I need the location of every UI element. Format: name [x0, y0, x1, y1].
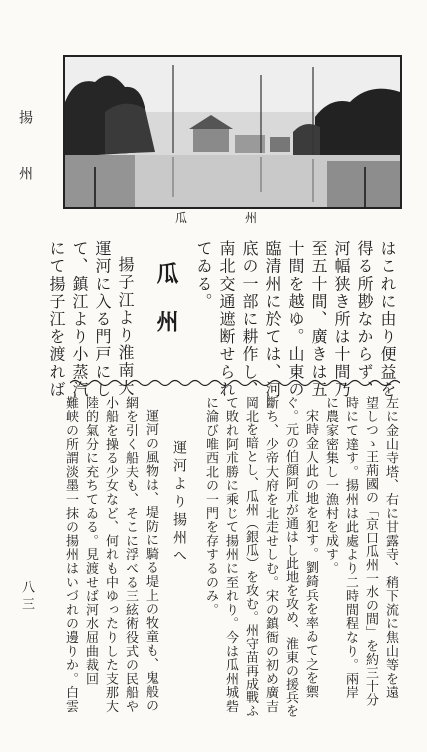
lower-section-column-3: 小船を操る少女など、何れも中ゆったりした支那大	[103, 396, 118, 714]
page-number: 八三	[19, 580, 34, 614]
wavy-divider	[70, 375, 400, 389]
lower-column-1: 左に金山寺塔、右に甘露寺、稍下流に焦山等を遠	[383, 396, 398, 700]
upper-column-3: 河幅狭き所は十間乃	[332, 240, 351, 399]
upper-column-4: 至五十間、廣きは五	[309, 240, 328, 399]
upper-section-column-4: にて揚子江を渡れば	[47, 240, 66, 399]
lower-column-2: 望しつゝ王荊國の「京口瓜州一水の間」を約三十分	[363, 396, 378, 707]
lower-column-6: ぐ。元の伯顔阿朮が通はし此地を攻め、淮東の援兵を	[283, 396, 298, 718]
lower-section-column-2: 網を引く船夫も、そこに浮べる三絃術役式の民船や	[123, 396, 138, 714]
section-heading-guazhou: 瓜州	[153, 262, 179, 358]
lower-column-9: て敗れ阿朮勝に乘じて揚州に至れり。今は瓜州城砦	[223, 396, 238, 714]
upper-column-5: 十間を越ゆ。山東の	[286, 240, 305, 399]
lower-column-10: に淪び唯西北の一門を存するのみ。	[203, 396, 218, 617]
upper-section-column-2: 運河に入る門戸にし	[93, 240, 112, 399]
upper-column-1: はこれに由り便益を	[378, 240, 397, 399]
upper-column-9: てゐる。	[194, 240, 213, 311]
lower-column-3: 時にて達す。揚州は此處より二時間程なり。兩岸	[343, 396, 358, 700]
section-heading-canal: 運河より揚州へ	[171, 440, 187, 566]
lower-section-column-1: 運河の風物は、堤防に騎る堤上の牧童も、鬼般の	[143, 409, 158, 713]
running-head: 揚州	[17, 110, 33, 222]
upper-column-2: 得る所尠なからず、	[355, 240, 374, 399]
photo-caption: 瓜州	[175, 211, 316, 225]
upper-column-7: 底の一部に耕作し、	[240, 240, 259, 399]
lower-section-column-5: 難峡の所謂淡墨一抹の揚州はいづれの邊りか。白雲	[63, 396, 78, 714]
upper-column-8: 南北交通遮断せられ	[217, 240, 236, 399]
lower-column-4: に農家密集し一漁村を成す。	[323, 396, 338, 576]
upper-column-6: 臨清州に於ては、河	[263, 240, 282, 399]
lower-section-column-4: 陸的氣分に充ちてゐる。見渡せば河水屈曲裁回	[83, 396, 98, 686]
lower-column-7: 斷ち、少帝大府を北走せしむ。宋の鎮衙の初め廣吉	[263, 396, 278, 714]
lower-column-8: 岡北を暗とし、瓜州（銀瓜）を攻む。州守苗再成戰ふ	[243, 396, 258, 718]
upper-section-column-1: 揚子江より淮南大	[116, 256, 135, 397]
lower-column-5: 宋時金人此の地を犯す。劉錡兵を率ゐて之を禦	[303, 409, 318, 699]
upper-section-column-3: て、鎮江より小蒸汽	[70, 240, 89, 399]
guazhou-photo	[63, 55, 402, 209]
